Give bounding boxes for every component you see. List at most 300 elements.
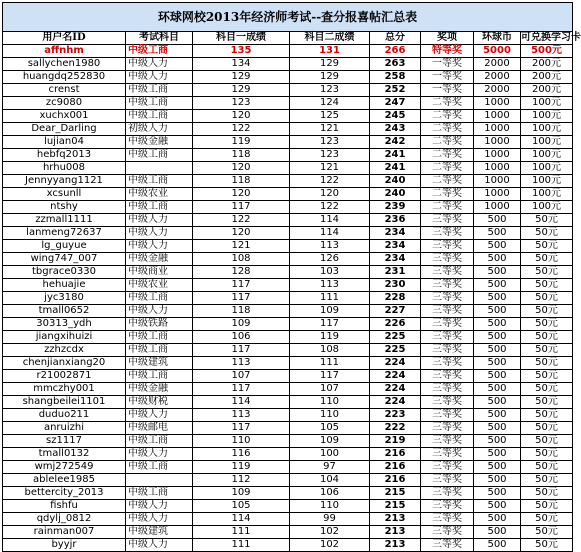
cell-total: 213 [370,526,421,539]
cell-subject: 中级工商 [126,435,193,448]
cell-card: 50元 [521,227,573,240]
cell-subject: 中级工商 [126,461,193,474]
cell-card: 50元 [521,253,573,266]
cell-card: 200元 [521,58,573,71]
cell-total: 239 [370,201,421,214]
cell-score-2: 100 [290,448,370,461]
cell-score-1: 122 [193,123,290,136]
cell-award: 三等奖 [421,318,474,331]
cell-score-2: 114 [290,214,370,227]
cell-score-1: 118 [193,175,290,188]
cell-username: hrhu008 [3,162,126,175]
table-row [3,214,573,227]
cell-username: ntshy [3,201,126,214]
cell-username: xuchx001 [3,110,126,123]
cell-score-2: 122 [290,201,370,214]
cell-total: 263 [370,58,421,71]
header-score-1: 科目一成绩 [193,32,290,45]
cell-award: 三等奖 [421,266,474,279]
cell-award: 三等奖 [421,435,474,448]
header-card: 可兑换学习卡 [521,32,581,43]
cell-username: shangbeilei1101 [3,396,126,409]
cell-score-1: 119 [193,461,290,474]
header-score-2: 科目二成绩 [290,32,370,45]
cell-subject: 中级财税 [126,396,193,409]
cell-card: 100元 [521,162,573,175]
cell-subject: 中级工商 [126,84,193,97]
cell-coins: 1000 [474,162,521,175]
cell-username: anruizhi [3,422,126,435]
cell-subject: 中级工商 [126,331,193,344]
table-row [3,305,573,318]
cell-card: 50元 [521,240,573,253]
cell-award: 三等奖 [421,474,474,487]
cell-score-2: 117 [290,370,370,383]
cell-total: 247 [370,97,421,110]
cell-score-1: 111 [193,539,290,552]
cell-subject: 初级人力 [126,123,193,136]
cell-coins: 500 [474,487,521,500]
cell-coins: 500 [474,240,521,253]
sheet-title: 环球网校2013年经济师考试--查分报喜帖汇总表 [3,3,573,32]
cell-username: zc9080 [3,97,126,110]
cell-username: chenjianxiang20 [3,357,126,370]
cell-score-2: 125 [290,110,370,123]
cell-total: 242 [370,136,421,149]
cell-card: 50元 [521,383,573,396]
cell-total: 223 [370,409,421,422]
title-row [3,3,573,32]
cell-card: 50元 [521,305,573,318]
table-row [3,500,573,513]
cell-award: 三等奖 [421,448,474,461]
cell-total: 216 [370,448,421,461]
cell-coins: 500 [474,461,521,474]
cell-total: 224 [370,383,421,396]
cell-coins: 500 [474,396,521,409]
cell-score-2: 109 [290,435,370,448]
cell-total: 216 [370,474,421,487]
cell-score-2: 102 [290,539,370,552]
table-row [3,71,573,84]
cell-score-2: 113 [290,240,370,253]
cell-total: 215 [370,487,421,500]
cell-score-2: 113 [290,279,370,292]
cell-coins: 500 [474,266,521,279]
cell-score-1: 109 [193,318,290,331]
table-row [3,45,573,58]
cell-score-2: 109 [290,305,370,318]
cell-subject: 中级人力 [126,409,193,422]
cell-username: zzmall1111 [3,214,126,227]
cell-score-1: 112 [193,474,290,487]
cell-score-1: 105 [193,500,290,513]
cell-username: tbgrace0330 [3,266,126,279]
cell-username: byyjr [3,539,126,552]
cell-award: 二等奖 [421,149,474,162]
cell-award: 三等奖 [421,214,474,227]
cell-score-1: 109 [193,487,290,500]
cell-card: 50元 [521,539,573,552]
header-coins: 环球币 [474,32,521,45]
cell-award: 三等奖 [421,227,474,240]
header-total: 总分 [370,32,421,45]
cell-score-2: 99 [290,513,370,526]
cell-subject: 中级人力 [126,500,193,513]
cell-award: 三等奖 [421,513,474,526]
cell-score-1: 123 [193,97,290,110]
table-row [3,97,573,110]
cell-coins: 1000 [474,175,521,188]
cell-score-1: 108 [193,253,290,266]
cell-score-1: 117 [193,292,290,305]
cell-score-2: 110 [290,396,370,409]
cell-score-2: 123 [290,149,370,162]
cell-subject: 中级金融 [126,383,193,396]
cell-username: r21002871 [3,370,126,383]
cell-card: 50元 [521,435,573,448]
cell-total: 234 [370,240,421,253]
cell-subject [126,162,193,175]
table-row [3,84,573,97]
cell-total: 224 [370,396,421,409]
cell-score-1: 129 [193,71,290,84]
cell-total: 240 [370,188,421,201]
cell-score-2: 103 [290,266,370,279]
cell-coins: 500 [474,227,521,240]
cell-award: 特等奖 [421,45,474,58]
cell-username: crenst [3,84,126,97]
table-row [3,266,573,279]
table-row [3,331,573,344]
cell-subject: 中级人力 [126,305,193,318]
cell-card: 100元 [521,136,573,149]
table-row [3,357,573,370]
cell-coins: 500 [474,357,521,370]
cell-score-2: 129 [290,71,370,84]
table-row [3,318,573,331]
cell-username: sallychen1980 [3,58,126,71]
cell-username: jiangxihuizi [3,331,126,344]
cell-subject: 中级邮电 [126,422,193,435]
cell-username: tmall0652 [3,305,126,318]
cell-username: ablelee1985 [3,474,126,487]
cell-score-1: 111 [193,526,290,539]
cell-score-1: 117 [193,344,290,357]
cell-subject: 中级人力 [126,227,193,240]
cell-card: 100元 [521,149,573,162]
cell-coins: 2000 [474,84,521,97]
cell-score-1: 120 [193,227,290,240]
cell-total: 225 [370,344,421,357]
cell-card: 50元 [521,344,573,357]
cell-score-1: 117 [193,279,290,292]
cell-total: 258 [370,71,421,84]
cell-score-1: 134 [193,58,290,71]
cell-subject: 中级金融 [126,253,193,266]
cell-card: 100元 [521,175,573,188]
cell-subject: 中级人力 [126,448,193,461]
cell-card: 200元 [521,84,573,97]
cell-score-2: 105 [290,422,370,435]
cell-username: jyc3180 [3,292,126,305]
cell-card: 50元 [521,357,573,370]
cell-card: 50元 [521,279,573,292]
table-row [3,396,573,409]
cell-subject: 中级工商 [126,110,193,123]
cell-coins: 500 [474,409,521,422]
cell-username: lujian04 [3,136,126,149]
cell-score-1: 118 [193,149,290,162]
cell-subject: 中级金融 [126,136,193,149]
cell-total: 231 [370,266,421,279]
cell-subject: 中级人力 [126,58,193,71]
table-body [3,45,573,552]
cell-card: 50元 [521,266,573,279]
cell-username: Jennyyang1121 [3,175,126,188]
cell-coins: 500 [474,305,521,318]
cell-card: 50元 [521,331,573,344]
cell-subject: 中级工商 [126,97,193,110]
cell-card: 50元 [521,448,573,461]
cell-subject: 中级农业 [126,188,193,201]
table-row [3,162,573,175]
table-row [3,240,573,253]
cell-card: 100元 [521,110,573,123]
cell-score-1: 120 [193,188,290,201]
cell-card: 100元 [521,123,573,136]
cell-coins: 500 [474,253,521,266]
cell-coins: 500 [474,500,521,513]
cell-username: wmj272549 [3,461,126,474]
cell-card: 50元 [521,526,573,539]
cell-total: 245 [370,110,421,123]
table-row [3,422,573,435]
cell-username: huangdq252830 [3,71,126,84]
table-row [3,487,573,500]
cell-username: hebfq2013 [3,149,126,162]
cell-score-2: 117 [290,318,370,331]
cell-username: qdylj_0812 [3,513,126,526]
cell-award: 三等奖 [421,383,474,396]
cell-score-1: 122 [193,214,290,227]
cell-card: 50元 [521,487,573,500]
cell-username: rainman007 [3,526,126,539]
cell-card: 100元 [521,201,573,214]
cell-subject: 中级铁路 [126,318,193,331]
cell-coins: 500 [474,448,521,461]
header-username: 用户名ID [3,32,126,45]
cell-coins: 1000 [474,123,521,136]
cell-card: 50元 [521,422,573,435]
cell-score-1: 117 [193,422,290,435]
cell-subject: 中级工商 [126,45,193,58]
cell-coins: 1000 [474,110,521,123]
cell-coins: 500 [474,422,521,435]
table-row [3,474,573,487]
cell-subject: 中级人力 [126,539,193,552]
cell-coins: 500 [474,539,521,552]
cell-coins: 500 [474,513,521,526]
cell-score-2: 123 [290,136,370,149]
cell-score-2: 129 [290,58,370,71]
cell-score-2: 104 [290,474,370,487]
cell-username: duduo211 [3,409,126,422]
cell-username: tmall0132 [3,448,126,461]
cell-score-1: 129 [193,84,290,97]
cell-coins: 500 [474,344,521,357]
cell-subject: 中级工商 [126,149,193,162]
cell-card: 500元 [521,45,573,58]
cell-award: 三等奖 [421,500,474,513]
cell-coins: 2000 [474,58,521,71]
cell-score-1: 135 [193,45,290,58]
cell-score-2: 111 [290,292,370,305]
cell-score-1: 117 [193,201,290,214]
header-row [3,32,573,45]
cell-coins: 2000 [474,71,521,84]
cell-award: 三等奖 [421,409,474,422]
cell-award: 二等奖 [421,136,474,149]
cell-score-2: 126 [290,253,370,266]
cell-total: 216 [370,461,421,474]
cell-username: fishfu [3,500,126,513]
cell-score-1: 119 [193,136,290,149]
cell-card: 50元 [521,513,573,526]
cell-score-1: 106 [193,331,290,344]
cell-total: 266 [370,45,421,58]
cell-card: 50元 [521,214,573,227]
cell-award: 三等奖 [421,344,474,357]
cell-score-1: 113 [193,357,290,370]
cell-subject: 中级工商 [126,487,193,500]
cell-award: 二等奖 [421,97,474,110]
header-subject: 考试科目 [126,32,193,45]
cell-total: 241 [370,149,421,162]
cell-subject: 中级工商 [126,175,193,188]
cell-card: 50元 [521,409,573,422]
cell-total: 252 [370,84,421,97]
cell-award: 二等奖 [421,110,474,123]
cell-username: Dear_Darling [3,123,126,136]
cell-score-2: 111 [290,357,370,370]
cell-award: 二等奖 [421,201,474,214]
cell-coins: 500 [474,435,521,448]
cell-username: wing747_007 [3,253,126,266]
cell-award: 二等奖 [421,162,474,175]
cell-score-2: 121 [290,123,370,136]
cell-total: 215 [370,500,421,513]
cell-total: 225 [370,331,421,344]
cell-award: 三等奖 [421,539,474,552]
cell-coins: 1000 [474,188,521,201]
cell-coins: 1000 [474,136,521,149]
cell-total: 240 [370,175,421,188]
table-row [3,448,573,461]
cell-score-2: 110 [290,409,370,422]
cell-score-1: 118 [193,305,290,318]
cell-award: 三等奖 [421,526,474,539]
cell-award: 三等奖 [421,396,474,409]
cell-award: 三等奖 [421,331,474,344]
cell-coins: 500 [474,279,521,292]
cell-score-2: 131 [290,45,370,58]
cell-score-1: 116 [193,448,290,461]
cell-score-2: 110 [290,500,370,513]
table-row [3,344,573,357]
cell-total: 234 [370,253,421,266]
cell-total: 226 [370,318,421,331]
cell-award: 三等奖 [421,461,474,474]
cell-score-2: 108 [290,344,370,357]
cell-award: 三等奖 [421,487,474,500]
cell-subject: 中级工商 [126,370,193,383]
cell-coins: 500 [474,318,521,331]
cell-subject: 中级人力 [126,71,193,84]
cell-score-1: 120 [193,162,290,175]
cell-card: 50元 [521,474,573,487]
table-row [3,383,573,396]
table-row [3,175,573,188]
cell-award: 二等奖 [421,175,474,188]
table-row [3,461,573,474]
cell-score-1: 114 [193,513,290,526]
cell-username: sz1117 [3,435,126,448]
cell-score-2: 106 [290,487,370,500]
table-row [3,409,573,422]
table-row [3,435,573,448]
cell-total: 234 [370,227,421,240]
cell-total: 241 [370,162,421,175]
cell-award: 一等奖 [421,84,474,97]
cell-coins: 1000 [474,149,521,162]
cell-username: affnhm [3,45,126,58]
cell-score-1: 113 [193,409,290,422]
cell-total: 227 [370,305,421,318]
cell-coins: 1000 [474,97,521,110]
cell-username: xcsunll [3,188,126,201]
results-table [2,2,581,552]
cell-card: 200元 [521,71,573,84]
cell-username: bettercity_2013 [3,487,126,500]
cell-award: 三等奖 [421,240,474,253]
cell-subject: 中级工商 [126,292,193,305]
table-row [3,539,573,552]
cell-award: 三等奖 [421,370,474,383]
cell-award: 三等奖 [421,292,474,305]
cell-username: zzhzcdx [3,344,126,357]
cell-subject: 中级建筑 [126,357,193,370]
cell-score-2: 97 [290,461,370,474]
cell-score-1: 110 [193,435,290,448]
cell-username: mmczhy001 [3,383,126,396]
table-row [3,227,573,240]
cell-award: 三等奖 [421,279,474,292]
cell-card: 50元 [521,318,573,331]
cell-award: 一等奖 [421,71,474,84]
cell-score-2: 119 [290,331,370,344]
cell-coins: 500 [474,331,521,344]
cell-total: 224 [370,357,421,370]
table-row [3,123,573,136]
cell-total: 224 [370,370,421,383]
table-row [3,110,573,123]
cell-coins: 500 [474,526,521,539]
cell-coins: 500 [474,383,521,396]
cell-card: 50元 [521,292,573,305]
cell-card: 100元 [521,188,573,201]
cell-total: 243 [370,123,421,136]
